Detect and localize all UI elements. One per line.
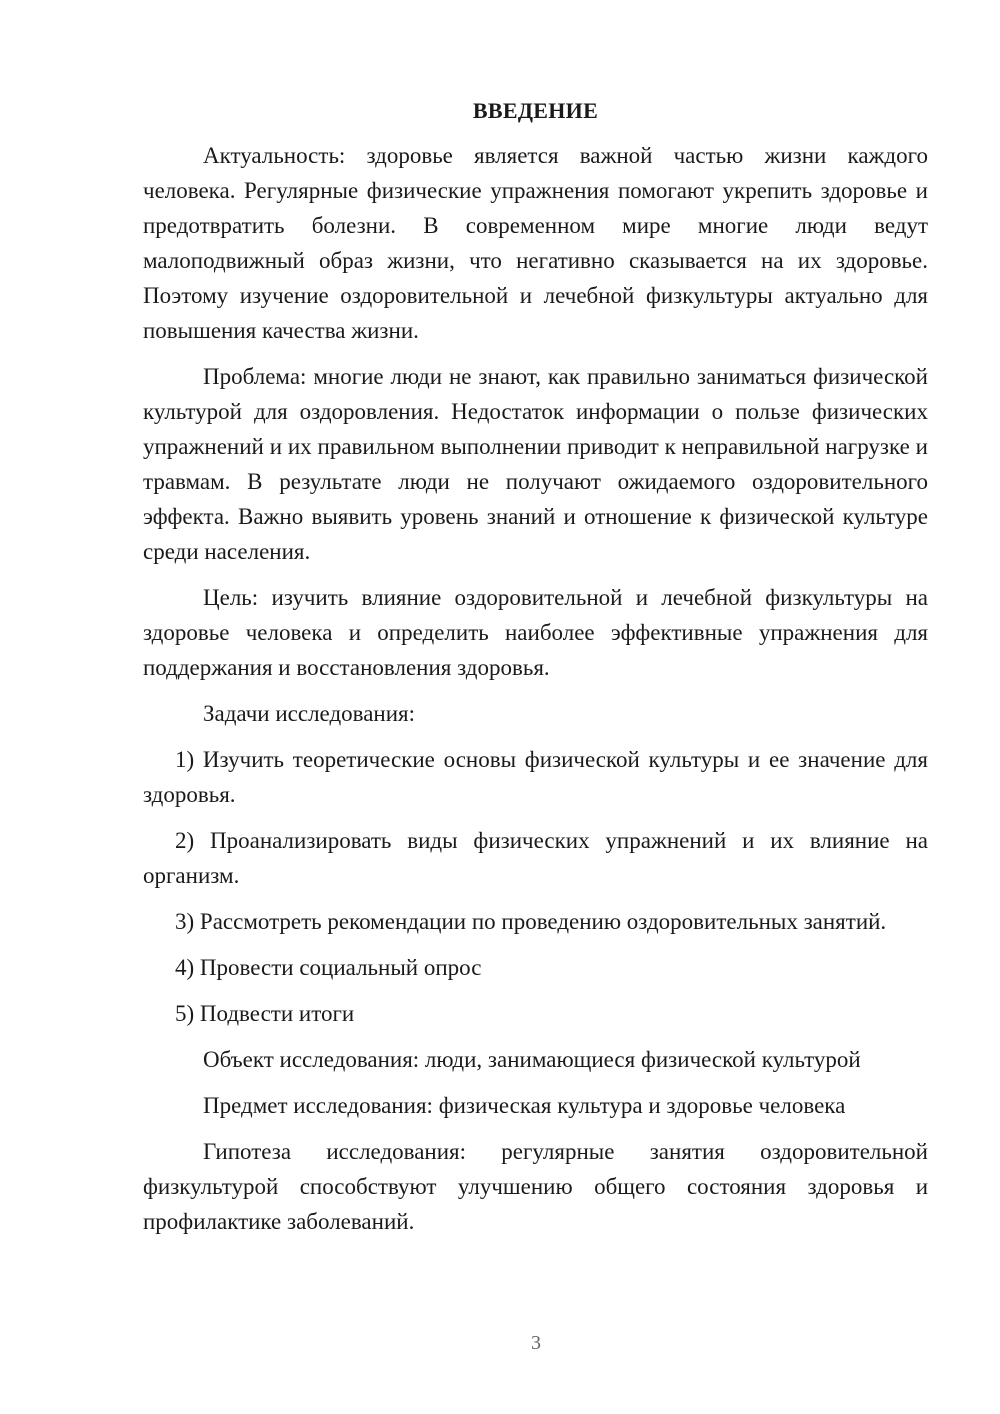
paragraph-problem: Проблема: многие люди не знают, как правильно заниматься физической культурой для оздоровления. Недостаток информации о пользе физических упражнений и их правильном выполнении приводит к неправильной нагрузке и травмам. В результате люди не получают ожидаемого оздоровительного эффекта. Важно выявить уровень знаний и отношение к физической культуре среди населения. — [143, 364, 928, 564]
paragraph-relevance: Актуальность: здоровье является важной частью жизни каждого человека. Регулярные физические упражнения помогают укрепить здоровье и предотвратить болезни. В современном мире многие люди ведут малоподвижный образ жизни, что негативно сказывается на их здоровье. Поэтому изучение оздоровительной и лечебной физкультуры актуально для повышения качества жизни. — [143, 143, 928, 343]
page-content — [143, 96, 928, 1250]
page-title: ВВЕДЕНИЕ — [472, 98, 599, 123]
task-item-3: 3) Рассмотреть рекомендации по проведению оздоровительных занятий. — [175, 909, 887, 934]
task-item-1: 1) Изучить теоретические основы физической культуры и ее значение для здоровья. — [143, 747, 928, 807]
page-number: 3 — [531, 1332, 541, 1354]
research-subject: Предмет исследования: физическая культура и здоровье человека — [203, 1093, 846, 1118]
research-object: Объект исследования: люди, занимающиеся физической культурой — [203, 1047, 861, 1072]
paragraph-goal: Цель: изучить влияние оздоровительной и лечебной физкультуры на здоровье человека и определить наиболее эффективные упражнения для поддержания и восстановления здоровья. — [143, 585, 928, 680]
task-item-2: 2) Проанализировать виды физических упражнений и их влияние на организм. — [143, 828, 928, 888]
tasks-heading: Задачи исследования: — [203, 701, 416, 726]
task-item-5: 5) Подвести итоги — [175, 1001, 355, 1026]
research-hypothesis: Гипотеза исследования: регулярные занятия оздоровительной физкультурой способствуют улучшению общего состояния здоровья и профилактике заболеваний. — [143, 1139, 928, 1234]
task-item-4: 4) Провести социальный опрос — [175, 955, 482, 980]
